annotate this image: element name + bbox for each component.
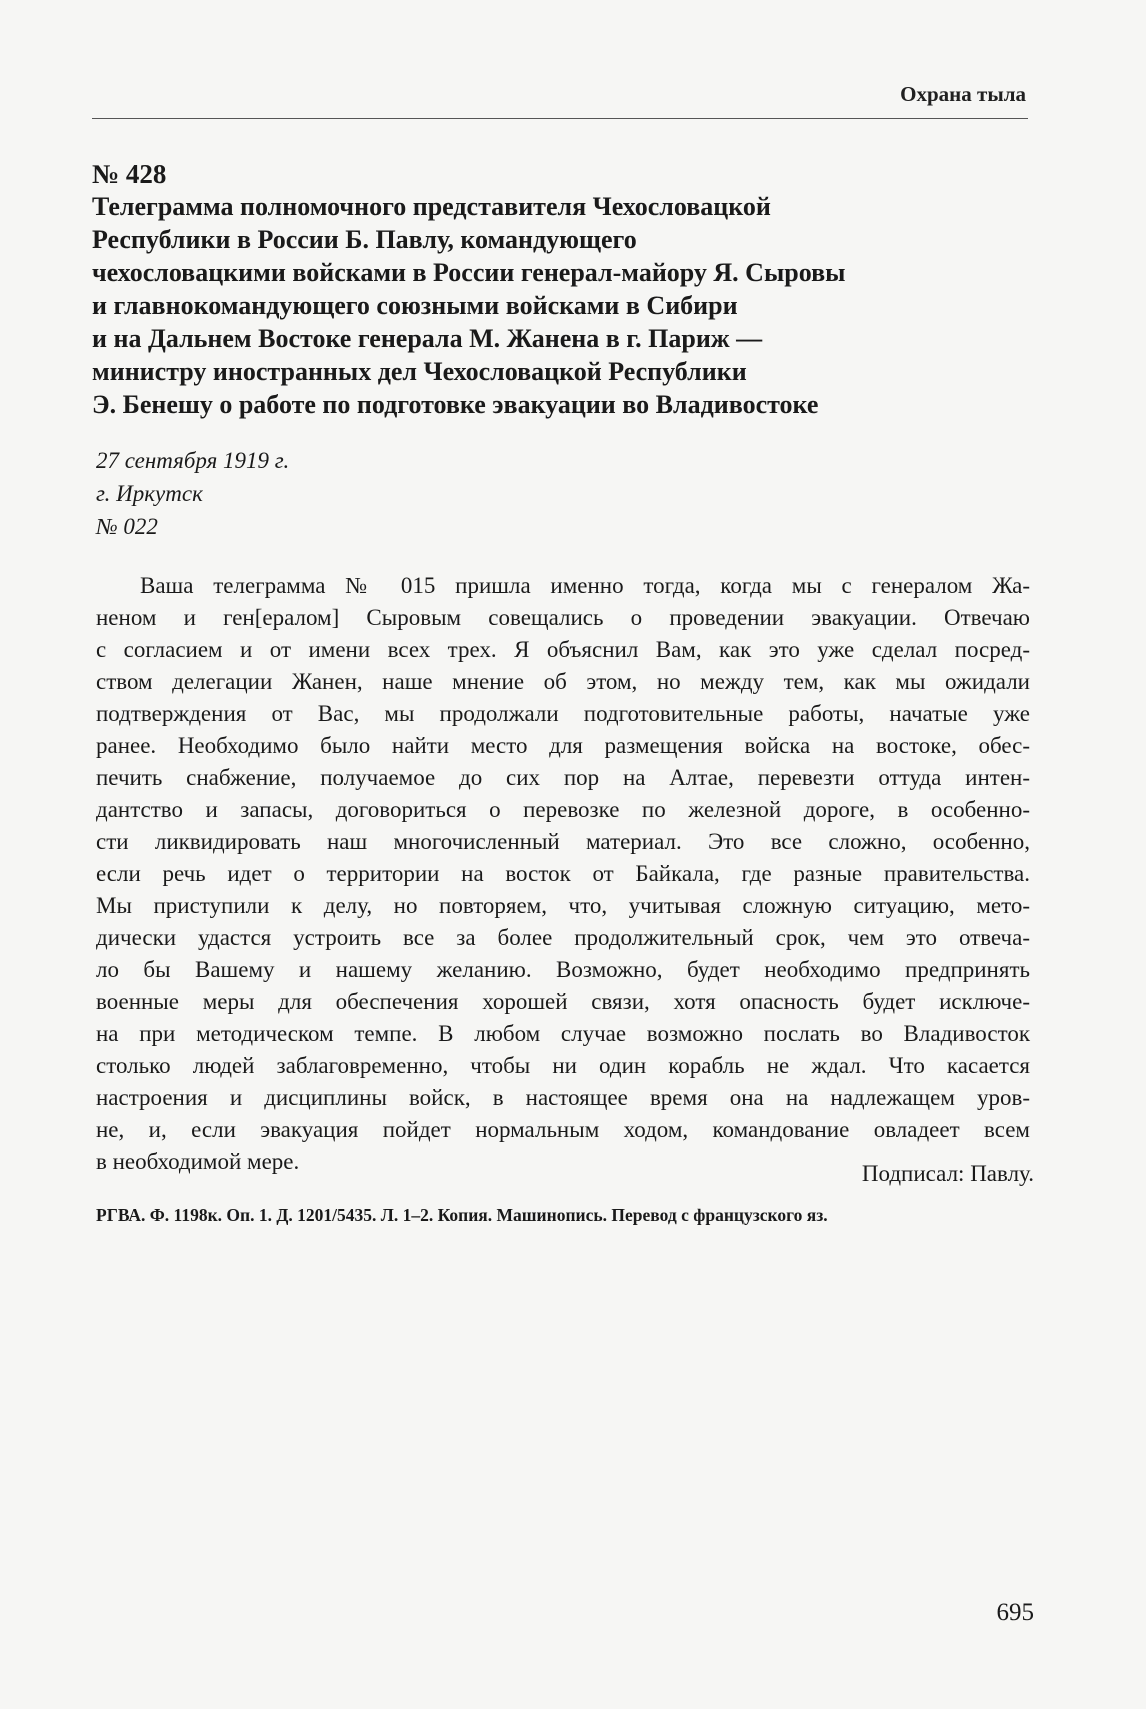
body-line: сти ликвидировать наш многочисленный материал. Это все сложно, особенно,	[96, 829, 1030, 854]
body-line: Мы приступили к делу, но повторяем, что, учитывая сложную ситуацию, мето-	[96, 893, 1030, 918]
body-line: ством делегации Жанен, наше мнение об этом, но между тем, как мы ожидали	[96, 669, 1030, 694]
document-place: г. Иркутск	[96, 481, 203, 506]
title-line: Э. Бенешу о работе по подготовке эвакуации во Владивостоке	[92, 390, 819, 419]
body-line: Ваша телеграмма № 015 пришла именно тогда, когда мы с генералом Жа-	[140, 573, 1030, 598]
document-ref-number: № 022	[96, 514, 158, 539]
document-date: 27 сентября 1919 г.	[96, 448, 290, 473]
body-line: не, и, если эвакуация пойдет нормальным ходом, командование овладеет всем	[96, 1117, 1030, 1142]
title-line: министру иностранных дел Чехословацкой Республики	[92, 357, 747, 386]
body-line: если речь идет о территории на восток от Байкала, где разные правительства.	[96, 861, 1030, 886]
body-line: ло бы Вашему и нашему желанию. Возможно, будет необходимо предпринять	[96, 957, 1030, 982]
body-line: столько людей заблаговременно, чтобы ни один корабль не ждал. Что касается	[96, 1053, 1030, 1078]
document-number: № 428	[92, 159, 167, 189]
body-line: дантство и запасы, договориться о перевозке по железной дороге, в особенно-	[96, 797, 1030, 822]
body-line: неном и ген[ералом] Сыровым совещались о проведении эвакуации. Отвечаю	[96, 605, 1030, 630]
body-line: подтверждения от Вас, мы продолжали подготовительные работы, начатые уже	[96, 701, 1030, 726]
body-line: на при методическом темпе. В любом случае возможно послать во Владивосток	[96, 1021, 1030, 1046]
document-title	[92, 190, 1032, 421]
document-meta	[96, 444, 289, 543]
running-head: Охрана тыла	[900, 82, 1026, 106]
page-number: 695	[996, 1599, 1034, 1626]
body-line: дически удастся устроить все за более продолжительный срок, чем это отвеча-	[96, 925, 1030, 950]
signature: Подписал: Павлу.	[861, 1161, 1034, 1186]
body-line: ранее. Необходимо было найти место для размещения войска на востоке, обес-	[96, 733, 1030, 758]
title-line: и на Дальнем Востоке генерала М. Жанена в г. Париж —	[92, 324, 763, 353]
title-line: Республики в России Б. Павлу, командующего	[92, 225, 637, 254]
archive-source: РГВА. Ф. 1198к. Оп. 1. Д. 1201/5435. Л. 1–2. Копия. Машинопись. Перевод с французского яз.	[96, 1205, 828, 1225]
document-body	[96, 570, 1030, 1178]
title-line: Телеграмма полномочного представителя Чехословацкой	[92, 192, 771, 221]
header-rule	[92, 118, 1028, 119]
body-line: с согласием и от имени всех трех. Я объяснил Вам, как это уже сделал посред-	[96, 637, 1030, 662]
title-line: чехословацкими войсками в России генерал-майору Я. Сыровы	[92, 258, 846, 287]
title-line: и главнокомандующего союзными войсками в Сибири	[92, 291, 738, 320]
body-line: настроения и дисциплины войск, в настоящее время она на надлежащем уров-	[96, 1085, 1030, 1110]
body-line: военные меры для обеспечения хорошей связи, хотя опасность будет исключе-	[96, 989, 1030, 1014]
body-line: в необходимой мере.	[96, 1149, 300, 1174]
body-line: печить снабжение, получаемое до сих пор на Алтае, перевезти оттуда интен-	[96, 765, 1030, 790]
